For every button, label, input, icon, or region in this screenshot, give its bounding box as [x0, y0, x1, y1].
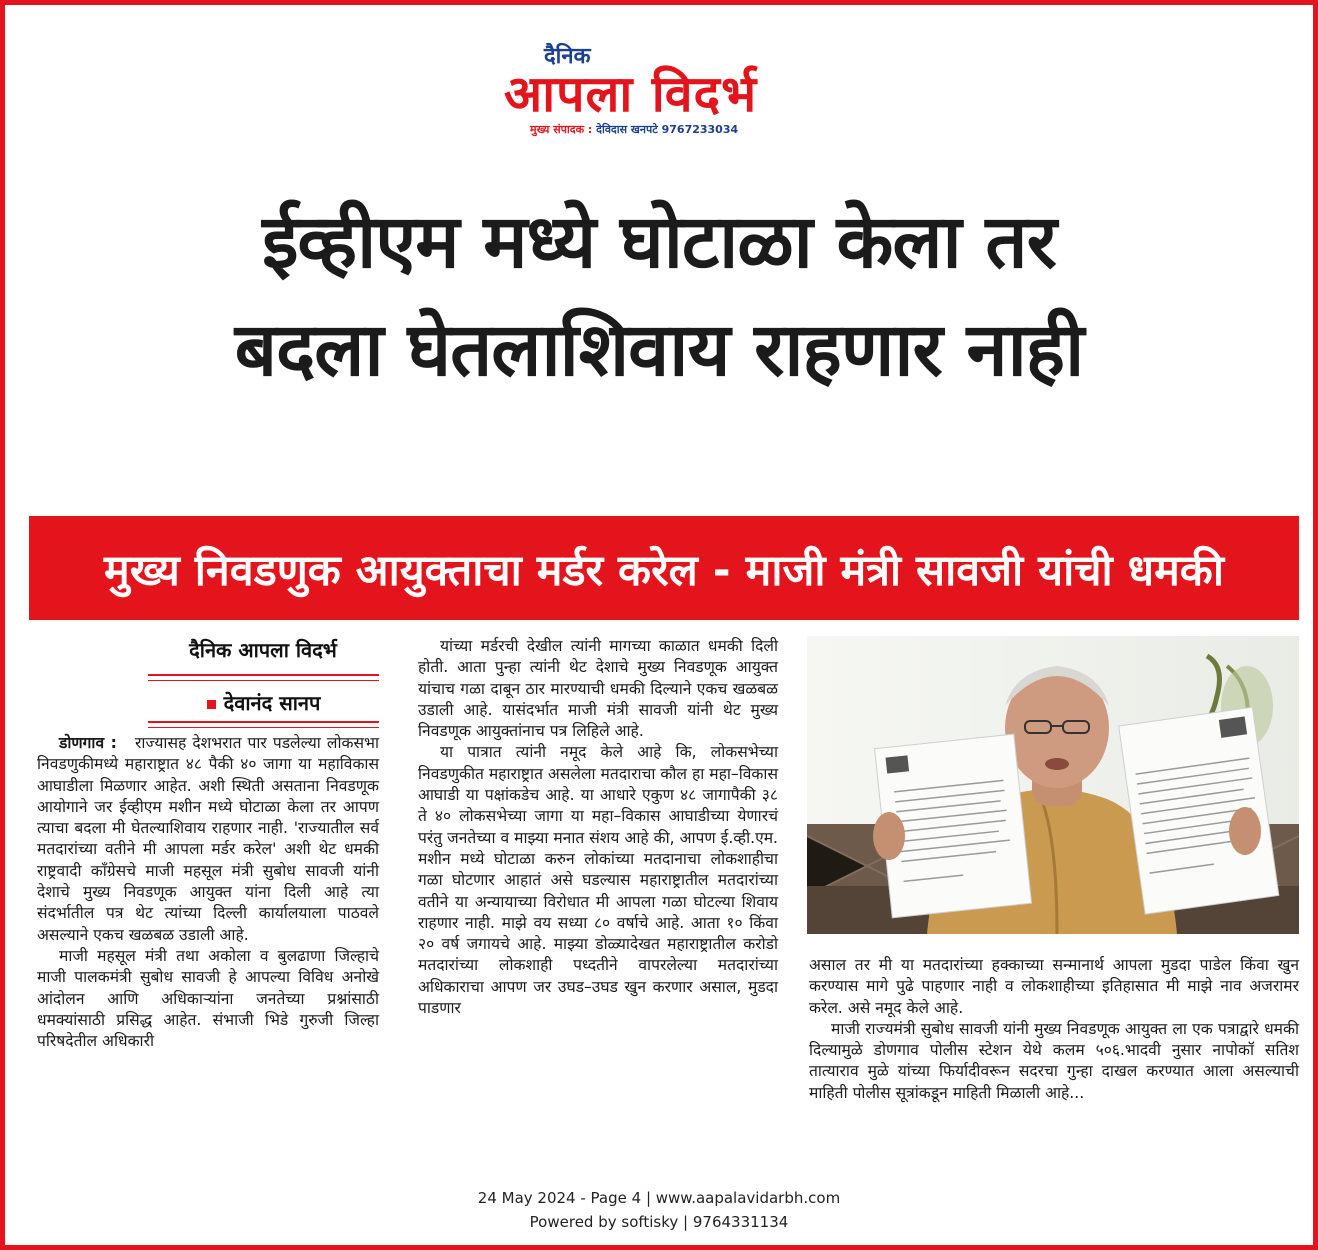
headline-line-2: बदला घेतलाशिवाय राहणार नाही	[234, 307, 1084, 393]
article-paragraph: या पात्रात त्यांनी नमूद केले आहे कि, लोकसभेच्या निवडणुकीत महाराष्ट्रात असलेला मतदाराचा कौल हा महा–विकास आघाडी या पक्षांकडेच आहे. या आधारे एकुण ४८ जागापैकी ३८ ते ४० लोकसभेच्या जागा या महा–विकास आघाडीच्या येणारचं परंतु जनतेच्या व माझ्या मनात संशय आहे की, आपण ई.व्ही.एम. मशीन मध्ये घोटाळा करुन लोकांच्या मतदानाचा लोकशाहीचा गळा घोटणार आहातं असे घडल्यास महाराष्ट्रातील मतदारांच्या वतीने या अन्यायाच्या विरोधात मी आपला गळा घोटल्या शिवाय राहणार नाही. माझे वय सध्या ८० वर्षाचे आहे. आता १० किंवा २० वर्ष जगायचे आहे. माझ्या डोळ्यादेखत महाराष्ट्रातील करोडो मतदारांच्या लोकशाही पध्दतीने वापरलेल्या मतदारांच्या अधिकाराचा आपण जर उघड–उघड खुन करणार असाल, मुडदा पाडणार	[418, 743, 778, 1018]
headline	[20, 188, 1298, 404]
article-paragraph: माजी महसूल मंत्री तथा अकोला व बुलढाणा जिल्हाचे माजी पालकमंत्री सुबोध सावजी हे आपल्या विविध अनोखे आंदोलन आणि अधिकाऱ्यांना जनतेच्या प्रश्नांसाठी धमक्यांसाठी प्रसिद्ध आहेत. संभाजी भिडे गुरुजी जिल्हा परिषदेतील अधिकारी	[37, 946, 379, 1051]
editor-label: मुख्य संपादक :	[530, 123, 593, 136]
masthead	[500, 40, 820, 140]
footer-powered-by: Powered by softisky | 9764331134	[529, 1213, 789, 1231]
divider	[148, 680, 379, 681]
footer-page-info: 24 May 2024 - Page 4 | www.aapalavidarbh.com	[477, 1189, 841, 1207]
paragraph-text: राज्यासह देशभरात पार पडलेल्या लोकसभा निवडणुकीमध्ये महाराष्ट्रात ४८ पैकी ४० जागा या महाविकास आघाडीला मिळणार आहेत. अशी स्थिती असताना निवडणूक आयोगाने जर ईव्हीएम मशीन मध्ये घोटाळा केला तर आपण त्याचा बदला मी घेतल्याशिवाय राहणार नाही. 'राज्यातील सर्व मतदारांच्या वतीने मी आपला मर्डर करेल' अशी थेट धमकी राष्ट्रवादी काँग्रेसचे माजी महसूल मंत्री सुबोध सावजी यांनी देशाचे मुख्य निवडणूक आयुक्त यांना दिली आहे त्या संदर्भातील पत्र थेट त्यांच्या दिल्ली कार्यालयाला पाठवले असल्याने एकच खळबळ उडाली आहे.	[37, 734, 380, 944]
editor-name: देविदास खनपटे 9767233034	[596, 123, 739, 136]
masthead-title: आपला विदर्भ	[504, 65, 758, 123]
article-paragraph: यांच्या मर्डरची देखील त्यांनी मागच्या काळात धमकी दिली होती. आता पुन्हा त्यांनी थेट देशाचे मुख्य निवडणूक आयुक्त यांचाच गळा दाबून ठार मारण्याची धमकी दिल्याने एकच खळबळ उडाली आहे. यासंदर्भात माजी मंत्री सावजी यांनी थेट मुख्य निवडणूक आयुक्तांनाच पत्र लिहिले आहे.	[418, 637, 778, 741]
dateline-place: डोणगाव :	[59, 734, 117, 752]
paper-name: दैनिक आपला विदर्भ	[189, 638, 337, 662]
masthead-daink: दैनिक	[544, 44, 591, 69]
article-column-2	[418, 636, 778, 1019]
article-photo	[807, 636, 1299, 934]
divider	[148, 674, 379, 676]
subheadline-banner: मुख्य निवडणुक आयुक्ताचा मर्डर करेल - माजी मंत्री सावजी यांची धमकी	[29, 516, 1299, 620]
masthead-editor	[530, 122, 738, 137]
bullet-square-icon	[207, 700, 216, 709]
article-column-3	[809, 955, 1299, 1104]
article-column-1	[37, 733, 379, 1052]
article-paragraph	[37, 733, 379, 946]
article-paragraph: असाल तर मी या मतदारांच्या हक्काच्या सन्मानार्थ आपला मुडदा पाडेल किंवा खुन करण्यास मागे पुढे पाहणार नाही व लोकशाहीच्या इतिहासात मी माझे नाव अजरामर करेल. असे नमूद केले आहे.	[809, 956, 1299, 1017]
byline-author: देवानंद सानप	[223, 691, 321, 715]
headline-line-1: ईव्हीएम मध्ये घोटाळा केला तर	[262, 199, 1056, 285]
article-paragraph: माजी राज्यमंत्री सुबोध सावजी यांनी मुख्य निवडणूक आयुक्त ला एक पत्राद्वारे धमकी दिल्यामुळे डोणगाव पोलीस स्टेशन येथे कलम ५०६.भादवी नुसार नापोकॉ सतिश तात्याराव मुळे यांच्या फिर्यादीवरून सदरचा गुन्हा दाखल करण्यात आला असल्याची माहिती पोलीस सूत्रांकडून माहिती मिळाली आहे...	[809, 1019, 1299, 1102]
byline	[148, 689, 379, 716]
divider	[148, 721, 379, 723]
divider	[148, 727, 379, 728]
